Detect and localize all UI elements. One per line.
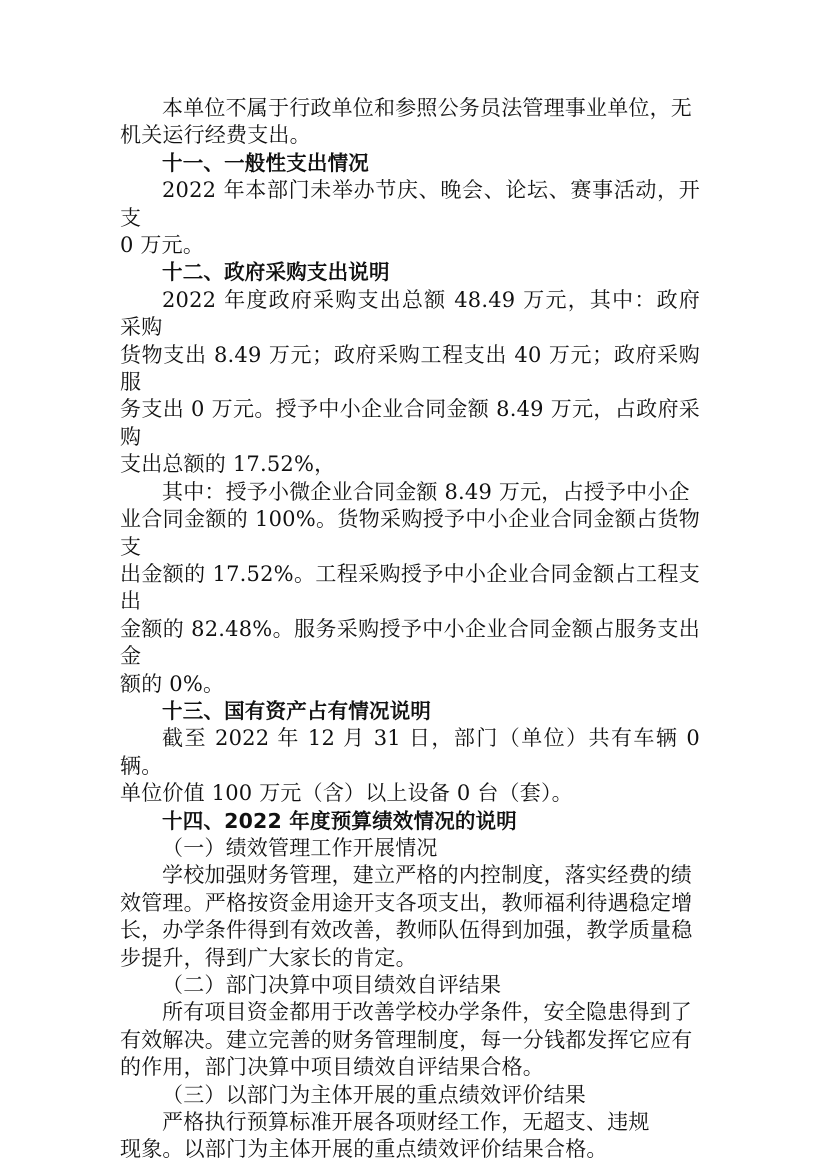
subheading-project-self-evaluation: （二）部门决算中项目绩效自评结果 <box>162 973 502 997</box>
subheading-performance-management: （一）绩效管理工作开展情况 <box>162 835 438 860</box>
paragraph-performance-management: 学校加强财务管理，建立严格的内控制度，落实经费的绩 效管理。严格按资金用途开支各项支出，教师福利待遇稳定增 长，办学条件得到有效改善，教师队伍得到加强，教学质量稳 步提升，得到广大家长的肯定。 <box>120 863 693 970</box>
section-heading-14: 十四、2022 年度预算绩效情况的说明 <box>162 808 517 833</box>
paragraph-no-admin-expense: 本单位不属于行政单位和参照公务员法管理事业单位，无 机关运行经费支出。 <box>120 96 692 148</box>
section-heading-12: 十二、政府采购支出说明 <box>162 260 390 285</box>
section-heading-13: 十三、国有资产占有情况说明 <box>162 698 432 723</box>
document-body <box>120 95 700 1164</box>
paragraph-procurement-total: 2022 年度政府采购支出总额 48.49 万元，其中：政府采购 货物支出 8.49 万元；政府采购工程支出 40 万元；政府采购服 务支出 0 万元。授予中小企业合同金额 8.49 万元，占政府采购 支出总额的 17.52%， <box>120 287 700 477</box>
paragraph-state-assets: 截至 2022 年 12 月 31 日，部门（单位）共有车辆 0 辆。 单位价值 100 万元（含）以上设备 0 台（套）。 <box>120 726 700 806</box>
subheading-key-evaluation: （三）以部门为主体开展的重点绩效评价结果 <box>162 1082 586 1107</box>
paragraph-procurement-sme: 其中：授予小微企业合同金额 8.49 万元，占授予中小企 业合同金额的 100%。货物采购授予中小企业合同金额占货物支 出金额的 17.52%。工程采购授予中小企业合同金额占工程支出 金额的 82.48%。服务采购授予中小企业合同金额占服务支出金 额的 0%。 <box>120 479 700 696</box>
paragraph-key-evaluation: 严格执行预算标准开展各项财经工作，无超支、违规 现象。以部门为主体开展的重点绩效评价结果合格。 <box>120 1110 650 1162</box>
section-heading-11: 十一、一般性支出情况 <box>162 150 369 175</box>
paragraph-project-self-evaluation: 所有项目资金都用于改善学校办学条件，安全隐患得到了 有效解决。建立完善的财务管理制度，每一分钱都发挥它应有 的作用，部门决算中项目绩效自评结果合格。 <box>120 1000 693 1080</box>
paragraph-general-expense: 2022 年本部门未举办节庆、晚会、论坛、赛事活动，开支 0 万元。 <box>120 178 700 258</box>
